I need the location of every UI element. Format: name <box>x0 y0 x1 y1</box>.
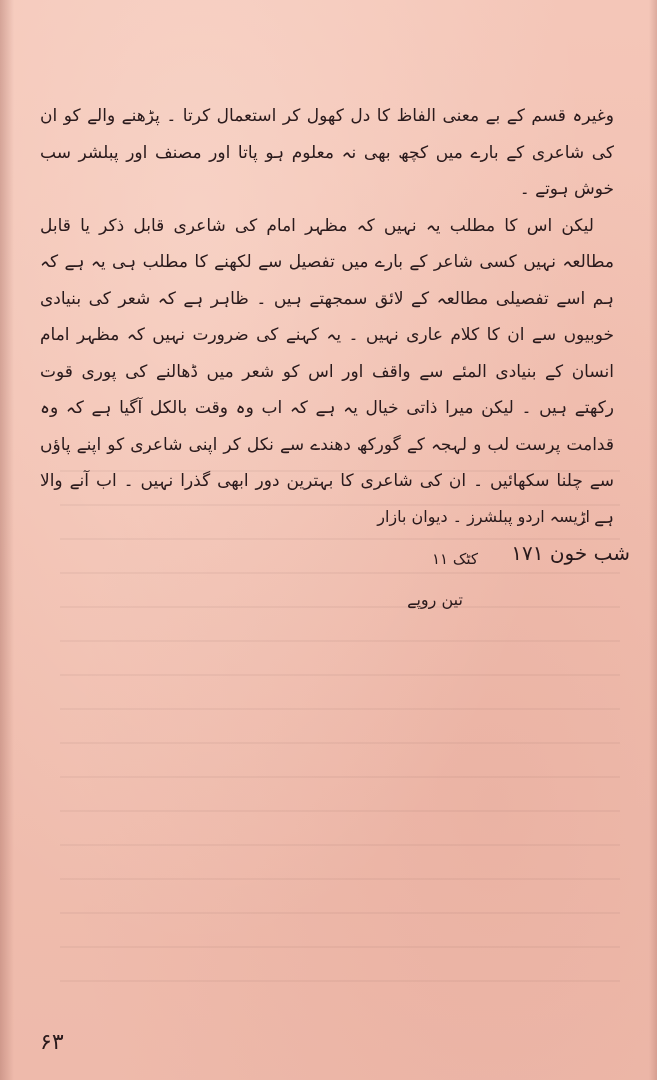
binding-shadow <box>0 0 14 1080</box>
page-edge <box>649 0 657 1080</box>
paragraph-2: لیکن اس کا مطلب یہ نہیں کہ مظہر امام کی شاعری قابل ذکر یا قابل مطالعہ نہیں کسی شاعر کے بارے میں تفصیل سے لکھنے کا مطلب ہی یہ ہے کہ ہم اسے تفصیلی مطالعہ کے لائق سمجھتے ہیں ۔ ظاہر ہے کہ شعر کی بنیادی خوبیوں سے ان کا کلام عاری نہیں ۔ یہ کہنے کی ضرورت نہیں کہ مظہر امام انسان کے بنیادی المئے سے واقف اور اس کو شعر میں ڈھالنے کی پوری قوت رکھتے ہیں ۔ لیکن میرا ذاتی خیال یہ ہے کہ اب وہ وقت بالکل آگیا ہے کہ وہ قدامت پرست لب و لہجہ کے گورکھ دھندے سے نکل کر اپنی شاعری کو اپنے پاؤں سے چلنا سکھائیں ۔ ان کی شاعری کا بہترین دور ابھی گذرا نہیں ۔ اب آنے والا ہے ۔ <box>40 215 614 528</box>
publisher-line: اڑیسہ اردو پبلشرز ۔ دیوان بازار <box>377 507 590 526</box>
page-number: ۶۳ <box>40 1030 64 1055</box>
paragraph-1: وغیرہ قسم کے بے معنی الفاظ کا دل کھول کر استعمال کرتا ۔ پڑھنے والے کو ان کی شاعری کے بارے میں کچھ بھی نہ معلوم ہو پاتا اور مصنف اور پبلشر سب خوش ہوتے ۔ <box>40 106 614 199</box>
book-price: تین روپے <box>407 590 463 609</box>
publisher-city: کٹک ۱۱ <box>432 550 478 568</box>
body-text <box>40 98 614 536</box>
journal-reference: شب خون ۱۷۱ <box>511 541 630 565</box>
